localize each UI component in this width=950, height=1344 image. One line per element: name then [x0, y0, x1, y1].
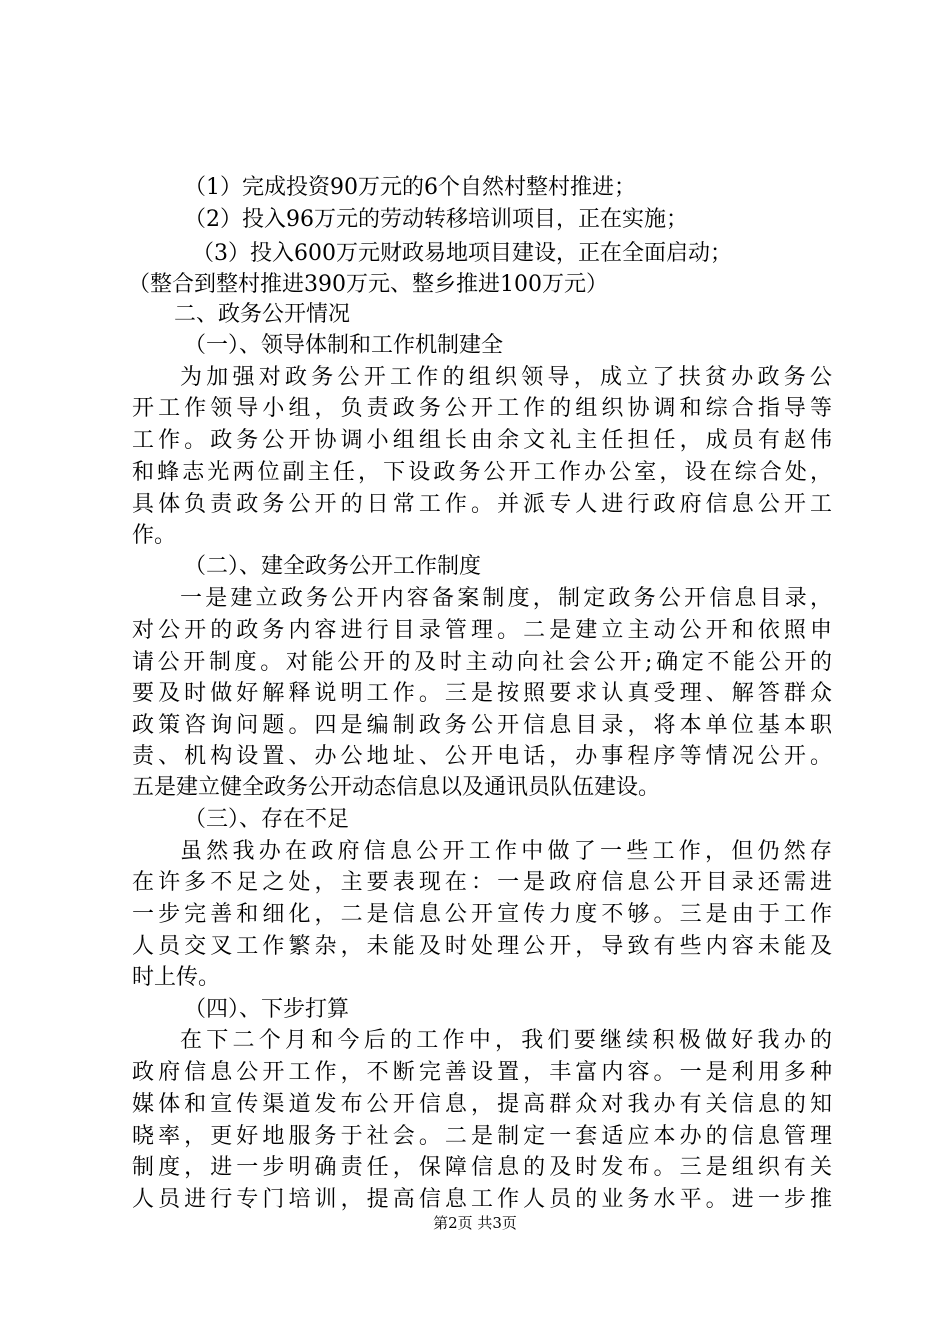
section-heading: 二、政务公开情况: [174, 302, 351, 327]
subsection-heading: （一）、领导体制和工作机制建全: [184, 333, 504, 358]
text-line: （2）投入96万元的劳动转移培训项目，正在实施；: [184, 207, 688, 232]
subsection-heading: （四）、下步打算: [184, 997, 350, 1022]
text-line: 时上传。: [132, 965, 221, 990]
text-line: 晓率，更好地服务于社会。二是制定一套适应本办的信息管理: [132, 1124, 832, 1149]
text-line: 要及时做好解释说明工作。三是按照要求认真受理、解答群众: [132, 681, 832, 706]
text-line: 虽然我办在政府信息公开工作中做了一些工作，但仍然存: [180, 839, 832, 864]
text-line: 对公开的政务内容进行目录管理。二是建立主动公开和依照申: [132, 618, 832, 643]
text-line: 政府信息公开工作，不断完善设置，丰富内容。一是利用多种: [132, 1060, 832, 1085]
text-line: 一步完善和细化，二是信息公开宣传力度不够。三是由于工作: [132, 902, 832, 927]
text-line: 政策咨询问题。四是编制政务公开信息目录，将本单位基本职: [132, 713, 832, 738]
text-line: 在下二个月和今后的工作中，我们要继续积极做好我办的: [180, 1028, 832, 1053]
text-line: 为加强对政务公开工作的组织领导，成立了扶贫办政务公: [180, 365, 832, 390]
text-line: 人员交叉工作繁杂，未能及时处理公开，导致有些内容未能及: [132, 934, 832, 959]
text-line: 和蜂志光两位副主任，下设政务公开工作办公室，设在综合处，: [132, 460, 832, 485]
text-line: （3）投入600万元财政易地项目建设，正在全面启动；: [192, 241, 732, 266]
text-line: 责、机构设置、办公地址、公开电话，办事程序等情况公开。: [132, 744, 832, 769]
text-line: 开工作领导小组，负责政务公开工作的组织协调和综合指导等: [132, 396, 832, 421]
text-line: 媒体和宣传渠道发布公开信息，提高群众对我办有关信息的知: [132, 1092, 832, 1117]
text-line: 请公开制度。对能公开的及时主动向社会公开;确定不能公开的: [132, 650, 832, 675]
text-line: 人员进行专门培训，提高信息工作人员的业务水平。进一步推: [132, 1187, 832, 1212]
page-footer: 第2页 共3页: [433, 1214, 517, 1232]
subsection-heading: （二）、建全政务公开工作制度: [184, 554, 482, 579]
text-line: 具体负责政务公开的日常工作。并派专人进行政府信息公开工: [132, 492, 832, 517]
subsection-heading: （三）、存在不足: [184, 807, 350, 832]
text-line: （1）完成投资90万元的6个自然村整村推进；: [184, 175, 636, 200]
text-line: 一是建立政务公开内容备案制度，制定政务公开信息目录，: [180, 586, 832, 611]
text-line: （整合到整村推进390万元、整乡推进100万元）: [128, 272, 608, 297]
text-line: 制度，进一步明确责任，保障信息的及时发布。三是组织有关: [132, 1155, 832, 1180]
text-line: 在许多不足之处，主要表现在：一是政府信息公开目录还需进: [132, 870, 832, 895]
text-line: 作。: [132, 523, 177, 548]
text-line: 五是建立健全政务公开动态信息以及通讯员队伍建设。: [132, 775, 661, 800]
text-line: 工作。政务公开协调小组组长由余文礼主任担任，成员有赵伟: [132, 428, 832, 453]
